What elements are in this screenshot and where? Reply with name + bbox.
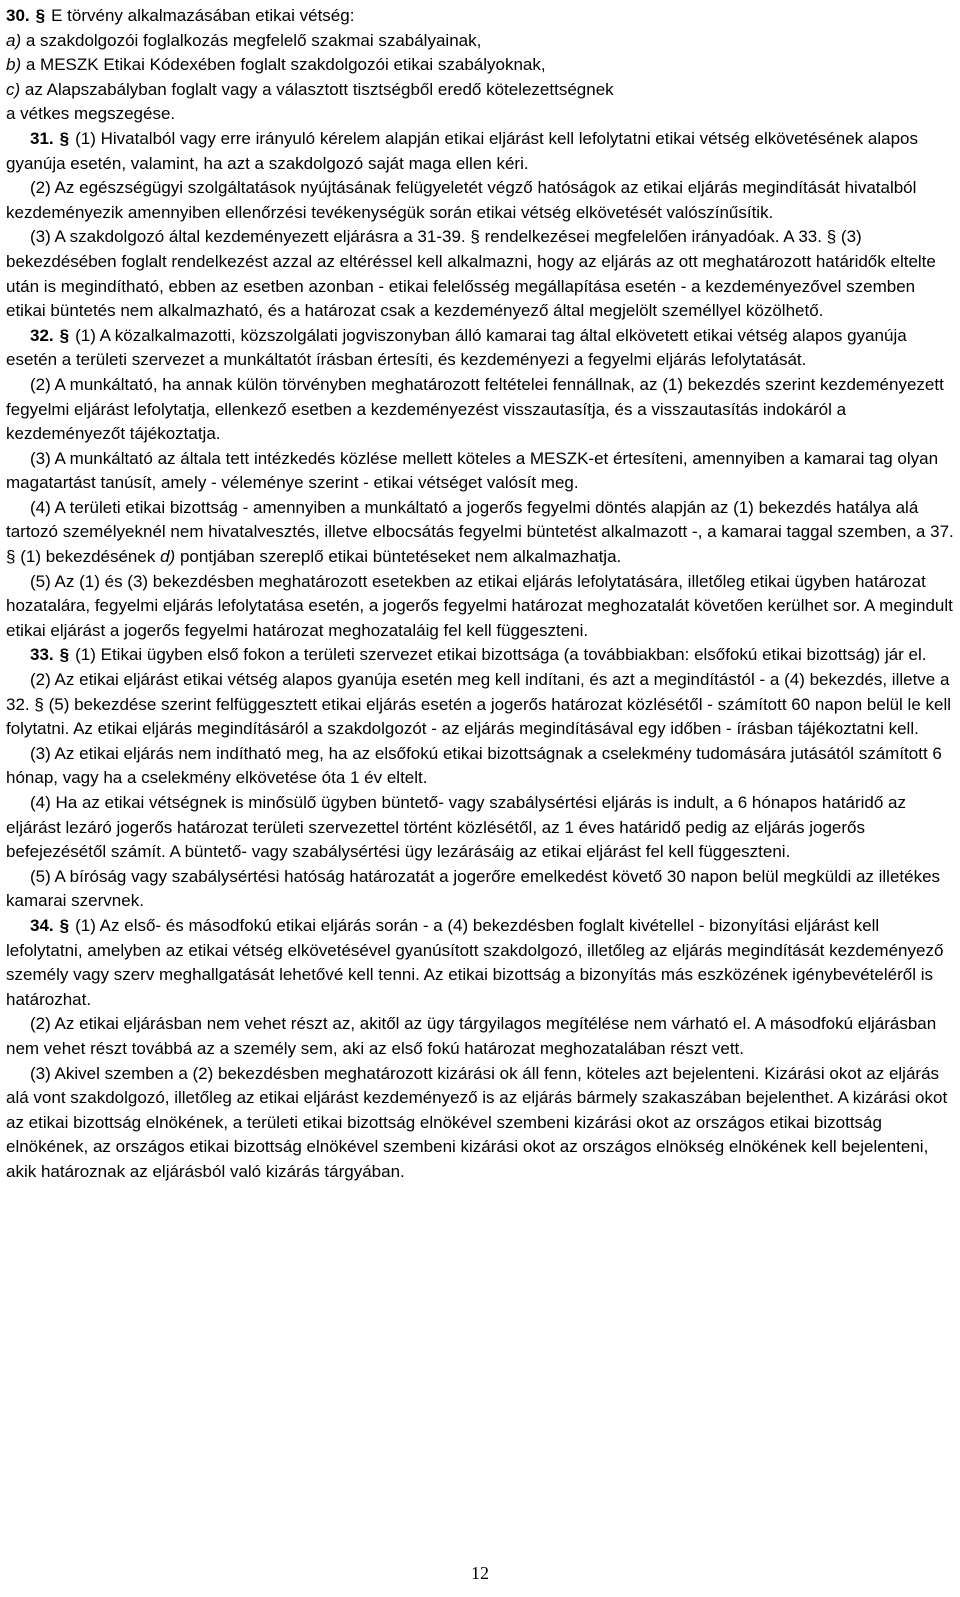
section-30-item-a	[6, 29, 956, 54]
section-number: 31.	[30, 128, 54, 148]
paragraph-sign: §	[59, 128, 70, 148]
section-number: 34.	[30, 915, 54, 935]
section-30-closing: a vétkes megszegése.	[6, 104, 176, 124]
section-34-para-2: (2) Az etikai eljárásban nem vehet részt az, akitől az ügy tárgyilagos megítélése nem várható el. A másodfokú eljárásban nem vehet részt továbbá az a személy sem, aki az első fokú határozat meghozatalában részt vett.	[6, 1014, 937, 1058]
page-number: 12	[471, 1563, 489, 1583]
section-number: 32.	[30, 325, 54, 345]
paragraph-text: pontjában szereplő etikai büntetéseket nem alkalmazhatja.	[179, 547, 622, 567]
paragraph-sign: §	[59, 325, 70, 345]
paragraph-sign: §	[826, 227, 837, 247]
section-30-title: E törvény alkalmazásában etikai vétség:	[51, 6, 355, 25]
paragraph-sign: §	[6, 547, 16, 567]
paragraph-sign: §	[34, 694, 44, 714]
paragraph-sign: §	[59, 915, 70, 935]
section-number: 30.	[6, 6, 30, 25]
paragraph-text: (1) Etikai ügyben első fokon a területi szervezet etikai bizottsága (a továbbiakban: elsőfokú etikai bizottság) jár el.	[75, 645, 927, 665]
item-marker: b)	[6, 55, 22, 75]
item-marker: c)	[6, 79, 21, 99]
section-31-para-2: (2) Az egészségügyi szolgáltatások nyújtásának felügyeletét végző hatóságok az etikai eljárás megindítását hivatalból kezdeményezik amennyiben ellenőrzési tevékenységük során etikai vétség elkövetését valószínűsítik.	[6, 178, 917, 222]
section-33-para-1	[6, 643, 956, 668]
point-marker: d)	[160, 547, 176, 567]
section-32-para-5: (5) Az (1) és (3) bekezdésben meghatározott esetekben az etikai eljárás lefolytatására, illetőleg etikai ügyben határozat hozatalára, fegyelmi eljárás lefolytatása esetén, a jogerős fegyelmi határozat meghozatalát követően kerülhet sor. A megindult etikai eljárást a jogerős fegyelmi határozat meghozataláig fel kell függeszteni.	[6, 571, 953, 640]
paragraph-text: (1) Az első- és másodfokú etikai eljárás során - a (4) bekezdésben foglalt kivétellel - bizonyítási eljárást kell lefolytatni, amelyben az etikai vétség elkövetésével gyanúsított szakdolgozó, illetőleg az eljárás megindítását kezdeményező személy vagy szerv meghallgatását lehetővé kell tenni. Az etikai bizottság a bizonyítás más eszközének igénybevételéről is határozhat.	[6, 915, 944, 1009]
section-number: 33.	[30, 645, 54, 665]
paragraph-text: (2) Az etikai eljárást etikai vétség alapos gyanúja esetén meg kell indítani, és azt a megindítástól - a (4) bekezdés, illetve a 32.	[6, 670, 950, 714]
paragraph-text: (1) A közalkalmazotti, közszolgálati jogviszonyban álló kamarai tag által elkövetett etikai vétség alapos gyanúja esetén a területi szervezet a munkáltatót írásban értesíti, és kezdeményezi a fegyelmi eljárás lefolytatását.	[6, 325, 907, 370]
paragraph-text: (4) A területi etikai bizottság - amennyiben a munkáltató a jogerős fegyelmi döntés alapján az (1) bekezdés hatálya alá tartozó személyeknél nem hivatalvesztés, illetve elbocsátás fegyelmi büntetést alkalmazott -, a kamarai taggal szemben, a 37.	[6, 497, 954, 542]
item-text: a szakdolgozói foglalkozás megfelelő szakmai szabályainak,	[25, 30, 482, 50]
paragraph-text: (3) bekezdésében foglalt rendelkezést azzal az eltéréssel kell alkalmazni, hogy az eljárás az ott meghatározott határidők eltelte után is megindítható, ebben az esetben azonban - etikai felelősség megállapítása esetén - a kezdeményezővel szemben etikai büntetés nem alkalmazható, és a határozat csak a kezdeményező által megjelölt személlyel közölhető.	[6, 227, 936, 321]
paragraph-sign: §	[35, 6, 46, 25]
paragraph-text: rendelkezései megfelelően irányadóak. A 33.	[484, 227, 822, 247]
section-30-item-c	[6, 78, 956, 103]
item-text: az Alapszabályban foglalt vagy a választott tisztségből eredő kötelezettségnek	[24, 79, 614, 99]
section-34-para-3: (3) Akivel szemben a (2) bekezdésben meghatározott kizárási ok áll fenn, köteles azt bejelenteni. Kizárási okot az eljárás alá vont szakdolgozó, illetőleg az etikai eljárást kezdeményező is az eljárás bármely szakaszában bejelenthet. A kizárási okot az etikai bizottság elnökének, a területi etikai bizottság elnökével szembeni kizárási okot az országos etikai bizottság elnökének, az országos etikai bizottság elnökével szembeni kizárási okot az országos elnökség elnökének kell bejelenteni, akik határoznak az eljárásból való kizárás tárgyában.	[6, 1063, 948, 1181]
paragraph-text: (5) bekezdése szerint felfüggesztett etikai eljárás esetén a jogerős határozat közlésétől - számított 60 napon belül le kell folytatni. Az etikai eljárás megindításáról a szakdolgozót - az eljárás megindításával egy időben - írásban tájékoztatni kell.	[6, 694, 952, 739]
item-marker: a)	[6, 30, 22, 50]
section-34-para-1	[6, 914, 956, 1012]
section-30-item-b	[6, 53, 956, 78]
paragraph-sign: §	[59, 645, 70, 665]
section-32-para-2: (2) A munkáltató, ha annak külön törvényben meghatározott feltételei fennállnak, az (1) bekezdés szerint kezdeményezett fegyelmi eljárást lefolytatja, ellenkező esetben a kezdeményezést visszautasítja, és a visszautasítás indokáról a kezdeményezőt tájékoztatja.	[6, 374, 944, 444]
section-30-heading	[6, 4, 956, 29]
section-33-para-3: (3) Az etikai eljárás nem indítható meg, ha az elsőfokú etikai bizottságnak a cselekmény tudomására jutásától számított 6 hónap, vagy ha a cselekmény elkövetése óta 1 év eltelt.	[6, 743, 942, 788]
paragraph-text: (1) bekezdésének	[20, 547, 156, 567]
document-body	[6, 4, 956, 1185]
paragraph-sign: §	[470, 227, 480, 247]
section-32-para-1	[6, 324, 956, 373]
section-33-para-2	[6, 668, 956, 742]
section-32-para-3: (3) A munkáltató az általa tett intézkedés közlése mellett köteles a MESZK-et értesíteni, amennyiben a kamarai tag olyan magatartást tanúsít, amely - véleménye szerint - etikai vétséget valósít meg.	[6, 448, 939, 493]
section-33-para-5: (5) A bíróság vagy szabálysértési hatóság határozatát a jogerőre emelkedést követő 30 napon belül megküldi az illetékes kamarai szervnek.	[6, 866, 941, 911]
item-text: a MESZK Etikai Kódexében foglalt szakdolgozói etikai szabályoknak,	[25, 55, 546, 75]
paragraph-text: (1) Hivatalból vagy erre irányuló kérelem alapján etikai eljárást kell lefolytatni etikai vétség elkövetésének alapos gyanúja esetén, valamint, ha azt a szakdolgozó saját maga ellen kéri.	[6, 128, 918, 173]
paragraph-text: (3) A szakdolgozó által kezdeményezett eljárásra a 31-39.	[30, 227, 466, 247]
section-32-para-4	[6, 496, 956, 570]
section-31-para-3	[6, 225, 956, 323]
section-31-para-1	[6, 127, 956, 176]
section-33-para-4: (4) Ha az etikai vétségnek is minősülő ügyben büntető- vagy szabálysértési eljárás is indult, a 6 hónapos határidő az eljárást lezáró jogerős határozat területi szervezettel történt közlésétől, az 1 éves határidő pedig az eljárás jogerős befejezésétől számít. A büntető- vagy szabálysértési ügy lezárásáig az etikai eljárást fel kell függeszteni.	[6, 793, 906, 862]
